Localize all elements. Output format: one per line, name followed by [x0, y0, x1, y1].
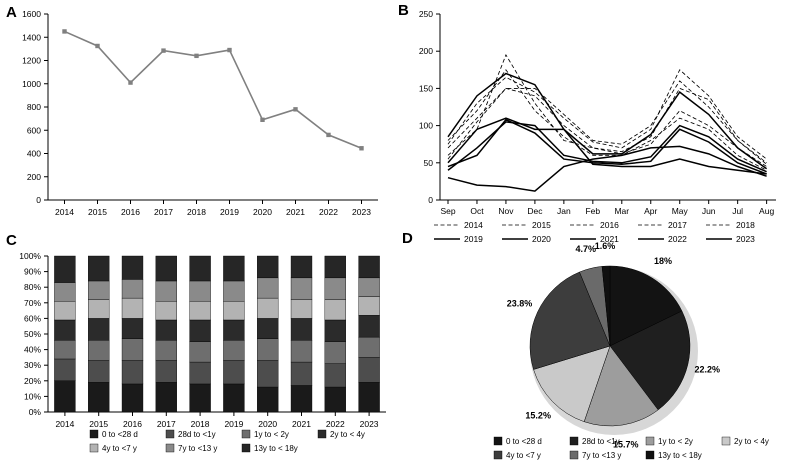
x-tick-label: 2016: [121, 207, 140, 217]
panel-a: [0, 0, 390, 232]
legend-label: 1y to < 2y: [658, 437, 693, 446]
pie-value-label: 15.2%: [525, 410, 551, 421]
bar-segment: [359, 357, 380, 382]
bar-segment: [359, 315, 380, 337]
x-tick-label: 2022: [325, 419, 345, 429]
x-tick-label: 2019: [220, 207, 239, 217]
panel-a-letter: A: [6, 4, 17, 21]
pie-value-label: 1.6%: [594, 241, 616, 252]
x-tick-label: Aug: [759, 206, 775, 216]
x-tick-label: 2017: [154, 207, 173, 217]
x-tick-label: 2016: [123, 419, 142, 429]
x-tick-label: 2023: [359, 419, 379, 429]
legend-swatch: [166, 430, 174, 438]
bar-segment: [54, 301, 75, 320]
y-tick-label: 100%: [19, 251, 41, 261]
legend-swatch: [570, 437, 578, 445]
bar-segment: [325, 256, 346, 278]
chart-a-line: [0, 0, 390, 232]
legend-swatch: [646, 451, 654, 459]
y-tick-label: 400: [26, 148, 41, 159]
pie-value-label: 15.7%: [613, 439, 639, 450]
legend-label: 2020: [532, 234, 551, 244]
y-tick-label: 90%: [23, 266, 41, 277]
y-tick-label: 70%: [23, 297, 41, 308]
bar-segment: [88, 300, 109, 319]
bar-segment: [156, 382, 177, 412]
legend-swatch: [570, 451, 578, 459]
y-tick-label: 0: [36, 195, 41, 205]
y-tick-label: 30%: [23, 360, 41, 371]
legend-label: 0 to <28 d: [102, 430, 138, 439]
bar-segment: [54, 359, 75, 381]
y-tick-label: 600: [26, 125, 41, 136]
bar-segment: [223, 340, 244, 360]
x-tick-label: 2017: [156, 419, 176, 429]
bar-segment: [223, 361, 244, 384]
bar-segment: [257, 318, 278, 338]
bar-segment: [190, 281, 211, 301]
x-tick-label: Jun: [701, 206, 716, 216]
pie-value-label: 23.8%: [506, 298, 533, 309]
legend-swatch: [318, 430, 326, 438]
y-tick-label: 200: [26, 171, 41, 182]
bar-segment: [156, 256, 177, 281]
data-point: [194, 54, 198, 58]
bar-segment: [257, 278, 278, 298]
bar-segment: [88, 361, 109, 383]
bar-segment: [88, 318, 109, 340]
x-tick-label: 2019: [224, 419, 244, 429]
x-tick-label: 2014: [55, 207, 74, 217]
x-tick-label: 2021: [292, 419, 311, 429]
bar-segment: [257, 298, 278, 318]
bar-segment: [54, 381, 75, 412]
bar-segment: [54, 320, 75, 340]
x-tick-label: 2020: [253, 207, 272, 217]
y-tick-label: 20%: [23, 375, 41, 386]
bar-segment: [291, 385, 312, 412]
bar-segment: [156, 281, 177, 301]
legend-swatch: [166, 444, 174, 452]
series-line-2014: [448, 70, 767, 170]
bar-segment: [325, 364, 346, 387]
legend-swatch: [646, 437, 654, 445]
legend-label: 7y to <13 y: [582, 451, 622, 460]
legend-label: 2018: [736, 220, 755, 230]
bar-segment: [291, 362, 312, 385]
legend-swatch: [90, 444, 98, 452]
legend-swatch: [494, 437, 502, 445]
y-tick-label: 0: [428, 195, 433, 205]
legend-label: 2022: [668, 234, 687, 244]
data-point: [161, 48, 165, 52]
legend-label: 28d to <1y: [178, 430, 216, 439]
bar-segment: [156, 301, 177, 320]
y-tick-label: 100: [418, 120, 433, 131]
y-tick-label: 1600: [22, 9, 41, 19]
bar-segment: [122, 339, 143, 361]
x-tick-label: Feb: [585, 206, 601, 216]
bar-segment: [223, 281, 244, 301]
bar-segment: [325, 278, 346, 300]
bar-segment: [190, 362, 211, 384]
x-tick-label: 2018: [187, 207, 206, 217]
x-tick-label: Nov: [498, 206, 514, 216]
bar-segment: [257, 339, 278, 361]
x-tick-label: 2015: [89, 419, 109, 429]
bar-segment: [190, 342, 211, 362]
y-tick-label: 1200: [22, 55, 41, 66]
bar-segment: [190, 256, 211, 281]
bar-segment: [325, 387, 346, 412]
y-tick-label: 40%: [23, 344, 41, 355]
series-line-2019: [448, 74, 767, 169]
legend-label: 13y to < 18y: [254, 444, 298, 453]
pie-value-label: 18%: [654, 256, 673, 267]
y-tick-label: 10%: [23, 391, 41, 402]
bar-segment: [223, 384, 244, 412]
bar-segment: [190, 301, 211, 320]
bar-segment: [190, 384, 211, 412]
y-tick-label: 80%: [23, 282, 41, 293]
x-tick-label: Jul: [732, 206, 744, 216]
legend-swatch: [722, 437, 730, 445]
data-point: [359, 146, 363, 150]
x-tick-label: 2018: [190, 419, 210, 429]
series-line-2015: [448, 88, 767, 166]
legend-label: 2016: [600, 220, 619, 230]
y-tick-label: 60%: [23, 313, 41, 324]
y-tick-label: 150: [418, 83, 433, 94]
bar-segment: [54, 256, 75, 283]
y-tick-label: 50: [423, 157, 433, 168]
pie-value-label: 4.7%: [575, 243, 596, 254]
series-line-2016: [448, 55, 767, 163]
chart-c-stacked-bar: [0, 232, 396, 474]
x-tick-label: Mar: [614, 206, 630, 216]
bar-segment: [122, 279, 143, 298]
data-point: [62, 29, 66, 33]
bar-segment: [156, 340, 177, 360]
x-tick-label: 2022: [319, 207, 338, 217]
series-line: [65, 31, 362, 148]
bar-segment: [291, 256, 312, 278]
data-point: [326, 133, 330, 137]
x-tick-label: Dec: [527, 206, 543, 216]
bar-segment: [122, 318, 143, 338]
legend-label: 28d to <1y: [582, 437, 620, 446]
legend-label: 7y to <13 y: [178, 444, 218, 453]
x-tick-label: 2014: [55, 419, 75, 429]
legend-swatch: [242, 444, 250, 452]
bar-segment: [359, 278, 380, 297]
y-tick-label: 800: [26, 102, 41, 112]
bar-segment: [122, 298, 143, 318]
bar-segment: [122, 384, 143, 412]
pie-value-label: 22.2%: [694, 364, 720, 375]
y-tick-label: 200: [418, 46, 433, 57]
x-tick-label: Oct: [470, 206, 484, 216]
bar-segment: [88, 340, 109, 360]
x-tick-label: 2021: [286, 207, 305, 217]
legend-label: 2023: [736, 234, 755, 244]
bar-segment: [54, 340, 75, 359]
legend-label: 2019: [464, 234, 483, 244]
x-tick-label: May: [671, 206, 688, 216]
legend-label: 2y to < 4y: [330, 430, 365, 439]
bar-segment: [325, 342, 346, 364]
bar-segment: [88, 256, 109, 281]
bar-segment: [223, 320, 244, 340]
y-tick-label: 1000: [22, 78, 41, 89]
data-point: [293, 107, 297, 111]
bar-segment: [359, 297, 380, 316]
bar-segment: [88, 281, 109, 300]
bar-segment: [88, 382, 109, 412]
bar-segment: [156, 320, 177, 340]
bar-segment: [359, 256, 380, 278]
data-point: [128, 80, 132, 84]
x-tick-label: Jan: [557, 206, 571, 216]
panel-d-letter: D: [402, 230, 413, 247]
panel-c-letter: C: [6, 232, 17, 249]
y-tick-label: 250: [418, 9, 433, 19]
legend-label: 1y to < 2y: [254, 430, 289, 439]
legend: [90, 430, 365, 453]
legend-swatch: [90, 430, 98, 438]
bar-segment: [359, 382, 380, 412]
bar-segment: [257, 387, 278, 412]
bar-segment: [359, 337, 380, 357]
bar-segment: [291, 278, 312, 300]
legend-swatch: [242, 430, 250, 438]
bar-segment: [223, 301, 244, 320]
chart-d-pie: [396, 228, 788, 474]
y-tick-label: 50%: [23, 329, 41, 339]
bar-segment: [291, 318, 312, 340]
legend-label: 4y to <7 y: [506, 451, 541, 460]
panel-c: [0, 232, 396, 474]
data-point: [95, 44, 99, 48]
bar-segment: [156, 361, 177, 383]
x-tick-label: Apr: [644, 206, 658, 216]
data-point: [227, 48, 231, 52]
data-point: [260, 118, 264, 122]
bar-segment: [122, 256, 143, 279]
x-tick-label: 2015: [88, 207, 107, 217]
legend-label: 2015: [532, 220, 551, 230]
bar-segment: [325, 300, 346, 320]
legend-label: 2y to < 4y: [734, 437, 769, 446]
legend-label: 2021: [600, 234, 619, 244]
bar-segment: [291, 340, 312, 362]
panel-b-letter: B: [398, 2, 409, 19]
legend-swatch: [494, 451, 502, 459]
x-tick-label: 2020: [258, 419, 278, 429]
bar-segment: [325, 320, 346, 342]
legend-label: 0 to <28 d: [506, 437, 542, 446]
y-tick-label: 1400: [22, 32, 41, 43]
x-tick-label: Sep: [440, 206, 456, 216]
bar-segment: [54, 283, 75, 302]
bar-segment: [257, 361, 278, 388]
legend-label: 2014: [464, 220, 483, 230]
bar-segment: [223, 256, 244, 281]
bar-segment: [257, 256, 278, 278]
legend-label: 13y to < 18y: [658, 451, 702, 460]
x-tick-label: 2023: [352, 207, 371, 217]
bar-segment: [190, 320, 211, 342]
legend-label: 4y to <7 y: [102, 444, 137, 453]
panel-d: [396, 228, 788, 474]
y-tick-label: 0%: [28, 407, 41, 417]
bar-segment: [122, 361, 143, 384]
bar-segment: [291, 300, 312, 319]
legend-label: 2017: [668, 220, 687, 230]
